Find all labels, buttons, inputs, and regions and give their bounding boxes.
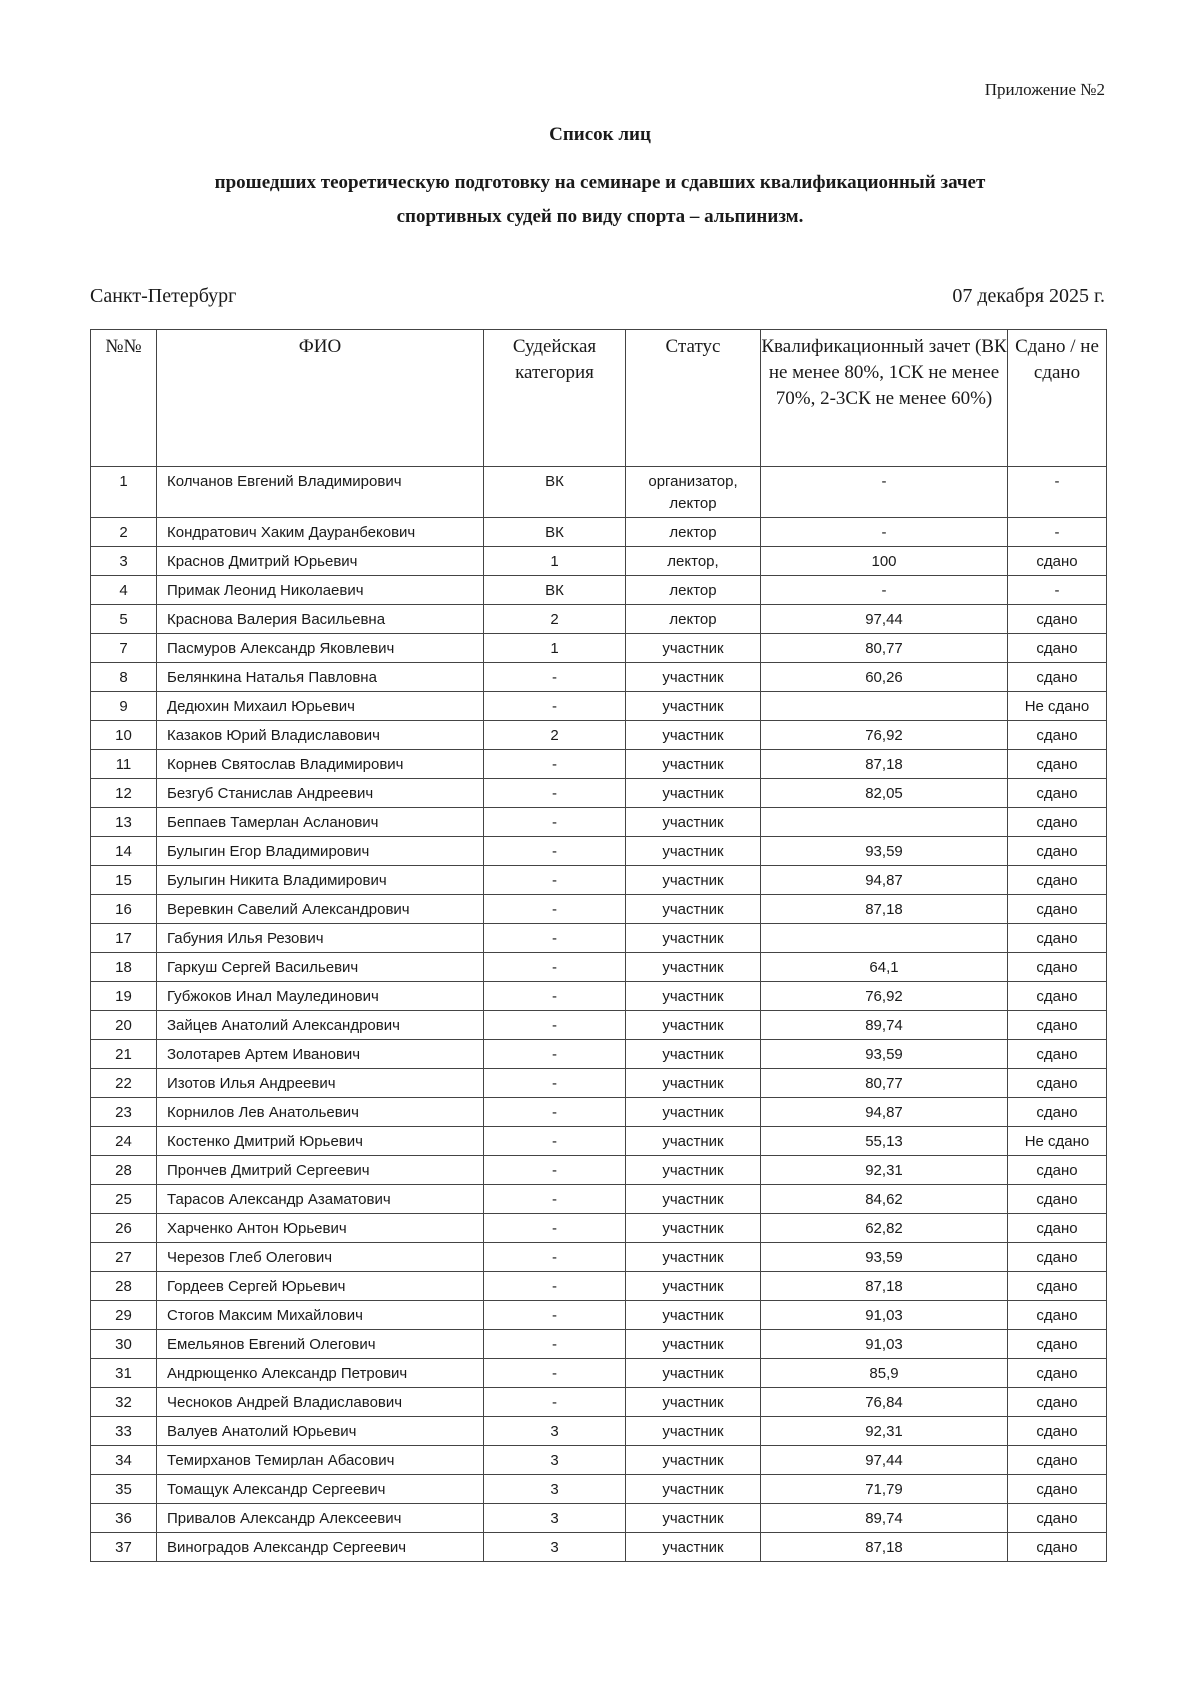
cell-result: сдано xyxy=(1008,547,1107,576)
cell-score: 87,18 xyxy=(761,1272,1008,1301)
cell-result: - xyxy=(1008,518,1107,547)
column-header-result: Сдано / не сдано xyxy=(1008,330,1107,467)
cell-status: участник xyxy=(626,1417,761,1446)
cell-score: 93,59 xyxy=(761,1040,1008,1069)
cell-category: 3 xyxy=(484,1417,626,1446)
cell-num: 13 xyxy=(91,808,157,837)
table-row xyxy=(91,1301,1107,1330)
cell-result: сдано xyxy=(1008,1040,1107,1069)
cell-result: сдано xyxy=(1008,924,1107,953)
cell-num: 36 xyxy=(91,1504,157,1533)
cell-num: 30 xyxy=(91,1330,157,1359)
cell-score: 93,59 xyxy=(761,1243,1008,1272)
cell-result: сдано xyxy=(1008,1504,1107,1533)
cell-category: - xyxy=(484,779,626,808)
cell-score: - xyxy=(761,467,1008,518)
cell-fio: Виноградов Александр Сергеевич xyxy=(157,1533,484,1562)
cell-result: сдано xyxy=(1008,1272,1107,1301)
cell-status: участник xyxy=(626,866,761,895)
cell-status: лектор, xyxy=(626,547,761,576)
cell-num: 1 xyxy=(91,467,157,518)
cell-status: участник xyxy=(626,634,761,663)
cell-num: 2 xyxy=(91,518,157,547)
cell-result: сдано xyxy=(1008,1330,1107,1359)
cell-score: 87,18 xyxy=(761,895,1008,924)
cell-result: сдано xyxy=(1008,750,1107,779)
cell-num: 29 xyxy=(91,1301,157,1330)
cell-status: участник xyxy=(626,1533,761,1562)
cell-category: - xyxy=(484,1388,626,1417)
cell-fio: Дедюхин Михаил Юрьевич xyxy=(157,692,484,721)
cell-score: 97,44 xyxy=(761,605,1008,634)
cell-category: - xyxy=(484,1040,626,1069)
cell-result: сдано xyxy=(1008,1417,1107,1446)
cell-num: 10 xyxy=(91,721,157,750)
cell-score: 91,03 xyxy=(761,1330,1008,1359)
cell-category: 1 xyxy=(484,634,626,663)
cell-num: 19 xyxy=(91,982,157,1011)
cell-num: 37 xyxy=(91,1533,157,1562)
cell-fio: Темирханов Темирлан Абасович xyxy=(157,1446,484,1475)
cell-num: 8 xyxy=(91,663,157,692)
cell-fio: Золотарев Артем Иванович xyxy=(157,1040,484,1069)
cell-category: - xyxy=(484,866,626,895)
cell-category: - xyxy=(484,1069,626,1098)
cell-score: 93,59 xyxy=(761,837,1008,866)
cell-category: - xyxy=(484,1011,626,1040)
cell-num: 12 xyxy=(91,779,157,808)
cell-fio: Корнилов Лев Анатольевич xyxy=(157,1098,484,1127)
cell-category: - xyxy=(484,1214,626,1243)
cell-score: 97,44 xyxy=(761,1446,1008,1475)
cell-result: сдано xyxy=(1008,1243,1107,1272)
column-header-status: Статус xyxy=(626,330,761,467)
cell-category: ВК xyxy=(484,467,626,518)
subtitle-line-2: спортивных судей по виду спорта – альпинизм. xyxy=(396,206,804,227)
cell-fio: Стогов Максим Михайлович xyxy=(157,1301,484,1330)
cell-num: 16 xyxy=(91,895,157,924)
cell-status: участник xyxy=(626,1040,761,1069)
table-header-row xyxy=(91,330,1107,467)
cell-result: сдано xyxy=(1008,663,1107,692)
cell-category: - xyxy=(484,924,626,953)
cell-fio: Веревкин Савелий Александрович xyxy=(157,895,484,924)
cell-result: сдано xyxy=(1008,895,1107,924)
cell-num: 26 xyxy=(91,1214,157,1243)
cell-score: 64,1 xyxy=(761,953,1008,982)
cell-status: участник xyxy=(626,1156,761,1185)
cell-fio: Валуев Анатолий Юрьевич xyxy=(157,1417,484,1446)
participants-table xyxy=(90,329,1107,1562)
cell-fio: Томащук Александр Сергеевич xyxy=(157,1475,484,1504)
cell-num: 34 xyxy=(91,1446,157,1475)
table-row xyxy=(91,467,1107,518)
cell-score: 76,92 xyxy=(761,982,1008,1011)
cell-num: 27 xyxy=(91,1243,157,1272)
cell-category: - xyxy=(484,1127,626,1156)
cell-category: - xyxy=(484,1359,626,1388)
cell-status: участник xyxy=(626,1185,761,1214)
cell-num: 32 xyxy=(91,1388,157,1417)
table-row xyxy=(91,1330,1107,1359)
cell-fio: Тарасов Александр Азаматович xyxy=(157,1185,484,1214)
table-row xyxy=(91,982,1107,1011)
document-title: Список лиц xyxy=(549,124,651,145)
cell-category: - xyxy=(484,895,626,924)
cell-category: - xyxy=(484,837,626,866)
document-subtitle xyxy=(0,166,1200,234)
cell-num: 28 xyxy=(91,1272,157,1301)
cell-status: участник xyxy=(626,895,761,924)
cell-result: сдано xyxy=(1008,1156,1107,1185)
cell-num: 9 xyxy=(91,692,157,721)
cell-result: сдано xyxy=(1008,1388,1107,1417)
cell-category: 1 xyxy=(484,547,626,576)
cell-status: участник xyxy=(626,953,761,982)
cell-result: сдано xyxy=(1008,1533,1107,1562)
cell-fio: Черезов Глеб Олегович xyxy=(157,1243,484,1272)
cell-fio: Гаркуш Сергей Васильевич xyxy=(157,953,484,982)
cell-category: - xyxy=(484,1243,626,1272)
cell-score: 60,26 xyxy=(761,663,1008,692)
cell-score: 55,13 xyxy=(761,1127,1008,1156)
cell-num: 22 xyxy=(91,1069,157,1098)
cell-status: участник xyxy=(626,1330,761,1359)
cell-num: 7 xyxy=(91,634,157,663)
cell-num: 28 xyxy=(91,1156,157,1185)
table-row xyxy=(91,1127,1107,1156)
cell-num: 4 xyxy=(91,576,157,605)
cell-status: лектор xyxy=(626,518,761,547)
cell-result: сдано xyxy=(1008,1214,1107,1243)
cell-num: 31 xyxy=(91,1359,157,1388)
cell-score: 76,92 xyxy=(761,721,1008,750)
cell-fio: Прончев Дмитрий Сергеевич xyxy=(157,1156,484,1185)
cell-fio: Зайцев Анатолий Александрович xyxy=(157,1011,484,1040)
cell-score: 82,05 xyxy=(761,779,1008,808)
cell-result: сдано xyxy=(1008,1098,1107,1127)
table-row xyxy=(91,605,1107,634)
table-row xyxy=(91,808,1107,837)
table-row xyxy=(91,1156,1107,1185)
cell-fio: Привалов Александр Алексеевич xyxy=(157,1504,484,1533)
document-date: 07 декабря 2025 г. xyxy=(952,285,1105,307)
cell-fio: Изотов Илья Андреевич xyxy=(157,1069,484,1098)
table-row xyxy=(91,837,1107,866)
cell-result: сдано xyxy=(1008,1011,1107,1040)
cell-score: 71,79 xyxy=(761,1475,1008,1504)
cell-result: сдано xyxy=(1008,837,1107,866)
table-row xyxy=(91,953,1107,982)
cell-result: Не сдано xyxy=(1008,692,1107,721)
table-row xyxy=(91,663,1107,692)
cell-status: участник xyxy=(626,924,761,953)
cell-category: - xyxy=(484,750,626,779)
cell-status: участник xyxy=(626,1446,761,1475)
table-row xyxy=(91,1185,1107,1214)
cell-category: - xyxy=(484,1185,626,1214)
cell-fio: Булыгин Никита Владимирович xyxy=(157,866,484,895)
cell-num: 15 xyxy=(91,866,157,895)
cell-num: 33 xyxy=(91,1417,157,1446)
cell-result: сдано xyxy=(1008,634,1107,663)
cell-num: 25 xyxy=(91,1185,157,1214)
cell-num: 17 xyxy=(91,924,157,953)
cell-category: 3 xyxy=(484,1533,626,1562)
cell-status: участник xyxy=(626,837,761,866)
cell-fio: Гордеев Сергей Юрьевич xyxy=(157,1272,484,1301)
cell-category: 3 xyxy=(484,1475,626,1504)
table-row xyxy=(91,1214,1107,1243)
cell-result: сдано xyxy=(1008,779,1107,808)
cell-status: участник xyxy=(626,1272,761,1301)
table-row xyxy=(91,721,1107,750)
cell-score: 91,03 xyxy=(761,1301,1008,1330)
cell-num: 21 xyxy=(91,1040,157,1069)
cell-score: 84,62 xyxy=(761,1185,1008,1214)
cell-status: участник xyxy=(626,1504,761,1533)
cell-result: сдано xyxy=(1008,982,1107,1011)
cell-score: 92,31 xyxy=(761,1156,1008,1185)
table-row xyxy=(91,866,1107,895)
table-row xyxy=(91,1243,1107,1272)
cell-fio: Емельянов Евгений Олегович xyxy=(157,1330,484,1359)
table-row xyxy=(91,692,1107,721)
cell-fio: Андрющенко Александр Петрович xyxy=(157,1359,484,1388)
cell-result: сдано xyxy=(1008,1301,1107,1330)
cell-status: участник xyxy=(626,1359,761,1388)
table-row xyxy=(91,1098,1107,1127)
cell-category: - xyxy=(484,1156,626,1185)
cell-result: сдано xyxy=(1008,605,1107,634)
cell-fio: Харченко Антон Юрьевич xyxy=(157,1214,484,1243)
cell-category: - xyxy=(484,808,626,837)
cell-fio: Белянкина Наталья Павловна xyxy=(157,663,484,692)
cell-status: участник xyxy=(626,1214,761,1243)
cell-score xyxy=(761,808,1008,837)
cell-category: - xyxy=(484,692,626,721)
table-row xyxy=(91,1272,1107,1301)
cell-score: 87,18 xyxy=(761,1533,1008,1562)
table-row xyxy=(91,1388,1107,1417)
cell-score: 85,9 xyxy=(761,1359,1008,1388)
cell-result: сдано xyxy=(1008,1069,1107,1098)
cell-status: участник xyxy=(626,779,761,808)
table-row xyxy=(91,1533,1107,1562)
cell-fio: Корнев Святослав Владимирович xyxy=(157,750,484,779)
cell-score: - xyxy=(761,576,1008,605)
table-row xyxy=(91,895,1107,924)
cell-status: участник xyxy=(626,808,761,837)
cell-status: участник xyxy=(626,663,761,692)
table-row xyxy=(91,1359,1107,1388)
table-row xyxy=(91,1475,1107,1504)
cell-category: - xyxy=(484,1301,626,1330)
cell-status: лектор xyxy=(626,605,761,634)
cell-status: лектор xyxy=(626,576,761,605)
column-header-category: Судейская категория xyxy=(484,330,626,467)
cell-status: участник xyxy=(626,692,761,721)
cell-score: 87,18 xyxy=(761,750,1008,779)
cell-num: 24 xyxy=(91,1127,157,1156)
cell-category: ВК xyxy=(484,518,626,547)
cell-status: организатор, лектор xyxy=(626,467,761,518)
cell-status: участник xyxy=(626,1388,761,1417)
cell-score: 80,77 xyxy=(761,634,1008,663)
cell-fio: Чесноков Андрей Владиславович xyxy=(157,1388,484,1417)
table-row xyxy=(91,1417,1107,1446)
cell-category: - xyxy=(484,663,626,692)
cell-status: участник xyxy=(626,1301,761,1330)
table-row xyxy=(91,576,1107,605)
cell-fio: Краснов Дмитрий Юрьевич xyxy=(157,547,484,576)
cell-status: участник xyxy=(626,1098,761,1127)
cell-status: участник xyxy=(626,1243,761,1272)
cell-status: участник xyxy=(626,721,761,750)
cell-category: 3 xyxy=(484,1504,626,1533)
appendix-label: Приложение №2 xyxy=(984,80,1105,99)
cell-result: сдано xyxy=(1008,808,1107,837)
table-row xyxy=(91,547,1107,576)
column-header-exam: Квалификационный зачет (ВК не менее 80%, 1СК не менее 70%, 2-3СК не менее 60%) xyxy=(761,330,1008,467)
cell-status: участник xyxy=(626,1127,761,1156)
table-row xyxy=(91,1040,1107,1069)
table-row xyxy=(91,518,1107,547)
cell-num: 35 xyxy=(91,1475,157,1504)
cell-result: сдано xyxy=(1008,1446,1107,1475)
cell-category: - xyxy=(484,982,626,1011)
cell-score: 62,82 xyxy=(761,1214,1008,1243)
cell-category: - xyxy=(484,1098,626,1127)
cell-result: сдано xyxy=(1008,1359,1107,1388)
cell-fio: Краснова Валерия Васильевна xyxy=(157,605,484,634)
cell-num: 14 xyxy=(91,837,157,866)
cell-fio: Габуния Илья Резович xyxy=(157,924,484,953)
table-row xyxy=(91,779,1107,808)
cell-category: - xyxy=(484,1330,626,1359)
cell-category: ВК xyxy=(484,576,626,605)
cell-status: участник xyxy=(626,750,761,779)
cell-num: 18 xyxy=(91,953,157,982)
cell-score xyxy=(761,692,1008,721)
cell-score: 76,84 xyxy=(761,1388,1008,1417)
column-header-fio: ФИО xyxy=(157,330,484,467)
cell-result: сдано xyxy=(1008,1475,1107,1504)
table-row xyxy=(91,1504,1107,1533)
cell-category: - xyxy=(484,953,626,982)
cell-score: 94,87 xyxy=(761,866,1008,895)
place: Санкт-Петербург xyxy=(90,285,237,307)
cell-fio: Костенко Дмитрий Юрьевич xyxy=(157,1127,484,1156)
cell-num: 3 xyxy=(91,547,157,576)
cell-score: 100 xyxy=(761,547,1008,576)
table-row xyxy=(91,1011,1107,1040)
cell-num: 20 xyxy=(91,1011,157,1040)
table-row xyxy=(91,634,1107,663)
cell-score: 89,74 xyxy=(761,1504,1008,1533)
cell-result: - xyxy=(1008,576,1107,605)
cell-result: - xyxy=(1008,467,1107,518)
cell-fio: Беппаев Тамерлан Асланович xyxy=(157,808,484,837)
cell-score: - xyxy=(761,518,1008,547)
table-row xyxy=(91,924,1107,953)
cell-category: - xyxy=(484,1272,626,1301)
cell-score: 92,31 xyxy=(761,1417,1008,1446)
cell-score xyxy=(761,924,1008,953)
cell-status: участник xyxy=(626,1475,761,1504)
cell-status: участник xyxy=(626,982,761,1011)
cell-result: сдано xyxy=(1008,721,1107,750)
cell-fio: Губжоков Инал Маулединович xyxy=(157,982,484,1011)
table-row xyxy=(91,1069,1107,1098)
cell-result: Не сдано xyxy=(1008,1127,1107,1156)
cell-result: сдано xyxy=(1008,953,1107,982)
cell-score: 94,87 xyxy=(761,1098,1008,1127)
cell-score: 80,77 xyxy=(761,1069,1008,1098)
cell-num: 23 xyxy=(91,1098,157,1127)
cell-fio: Колчанов Евгений Владимирович xyxy=(157,467,484,518)
cell-num: 5 xyxy=(91,605,157,634)
cell-category: 2 xyxy=(484,605,626,634)
cell-score: 89,74 xyxy=(761,1011,1008,1040)
table-row xyxy=(91,750,1107,779)
cell-fio: Пасмуров Александр Яковлевич xyxy=(157,634,484,663)
cell-category: 2 xyxy=(484,721,626,750)
subtitle-line-1: прошедших теоретическую подготовку на семинаре и сдавших квалификационный зачет xyxy=(214,172,986,193)
table-row xyxy=(91,1446,1107,1475)
cell-fio: Безгуб Станислав Андреевич xyxy=(157,779,484,808)
cell-num: 11 xyxy=(91,750,157,779)
cell-status: участник xyxy=(626,1069,761,1098)
cell-fio: Булыгин Егор Владимирович xyxy=(157,837,484,866)
cell-result: сдано xyxy=(1008,1185,1107,1214)
cell-status: участник xyxy=(626,1011,761,1040)
cell-fio: Кондратович Хаким Дауранбекович xyxy=(157,518,484,547)
cell-fio: Казаков Юрий Владиславович xyxy=(157,721,484,750)
cell-category: 3 xyxy=(484,1446,626,1475)
cell-fio: Примак Леонид Николаевич xyxy=(157,576,484,605)
column-header-num: №№ xyxy=(91,330,157,467)
cell-result: сдано xyxy=(1008,866,1107,895)
